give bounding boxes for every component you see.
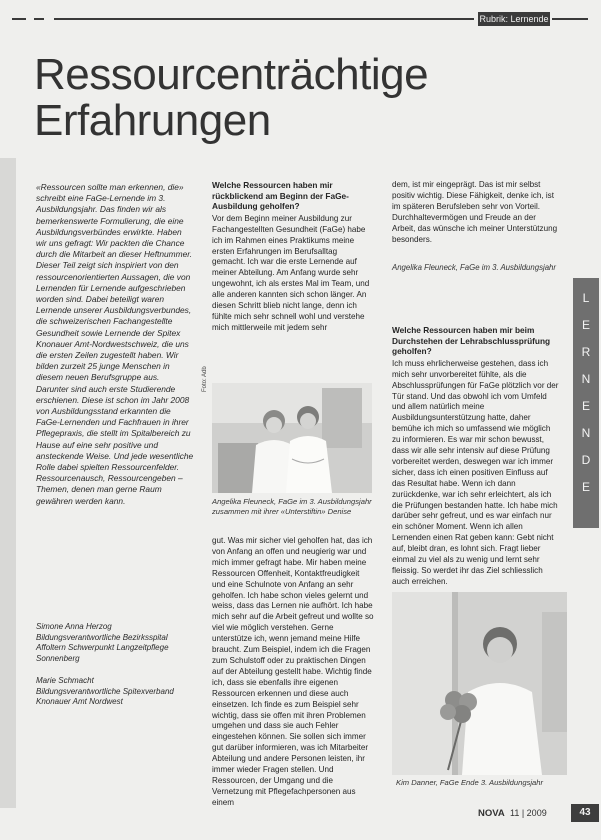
answer-1-part-1: Vor dem Beginn meiner Ausbildung zur Fachangestellten Gesundheit (FaGe) habe ich im Rahmen eines Praktikums meine ersten Erfahrungen im Berufsalltag gemacht. Ich war die erste Lernende auf meiner Abteilung. Am Anfang wurde sehr ungewohnt, ich als erstes Mal im Team, und alle anderen kannten sich schon länger. An diesen Schritt blieb nicht lange, denn ich fühlte mich sehr schnell wohl und verstehe mich mittlerweile mit jedem sehr bbox=[212, 213, 370, 332]
photo-2-caption: Kim Danner, FaGe Ende 3. Ausbildungsjahr bbox=[396, 778, 544, 787]
article-intro: «Ressourcen sollte man erkennen, die» schreibt eine FaGe-Lernende im 3. Ausbildungsjahr. Das finden wir als bemerkenswerte Formulierung, die eine Ausbildungsverbündes erwirkte. Haben wir uns gefragt: Wir packten die Chance durch die Mitarbeit an dieser Heftnummer. Dieser Teil zeigt sich inspiriert von den ressourcenorientierten Aussagen, die von Lernenden für Lernende aufgeschrieben worden sind. Dabei beteiligt waren Lernende unserer Ausbildungsverbundes, die schweizerischen Fachangestellte Gesundheit sowie Lernende der Spitex Knonauer Amt-Nordwestschweiz, die uns die ersten Zeilen zugestellt haben. Wir bilden zurzeit 25 junge Menschen in diesem neuen Berufsgruppe aus. Darunter sind auch erste Studierende erschienen. Diese ist schon im Jahr 2008 von Ausbildungsstand erkannten die FaGe-Lernenden und Fachfrauen in ihrer Pflegepraxis, die stellt im Spitalbereich zu Hause auf eine sehr positive und ansteckende Weise. Und jede wesentliche Rolle dabei spielten Ressourcenfelder. Ressourcenausch, Ressourcengeben – Themen, denen man gerne Raum gewähren werden kann. bbox=[36, 182, 194, 506]
right-column-section-2 bbox=[392, 325, 560, 586]
lernende-vertical-text bbox=[578, 285, 594, 501]
side-letter: N bbox=[581, 426, 591, 440]
photo-nurse-with-flower-image bbox=[392, 592, 567, 775]
right-column bbox=[392, 180, 560, 246]
question-2: Welche Ressourcen haben mir beim Durchstehen der Lehrabschlussprüfung geholfen? bbox=[392, 325, 551, 357]
side-letter: D bbox=[581, 453, 591, 467]
magazine-name: NOVA bbox=[478, 808, 505, 819]
side-letter: R bbox=[581, 345, 591, 359]
signature-1: Angelika Fleuneck, FaGe im 3. Ausbildungsjahr bbox=[392, 263, 556, 272]
side-letter: E bbox=[581, 480, 590, 494]
side-letter: L bbox=[582, 291, 590, 305]
author-1-role: Bildungsverantwortliche Bezirksspital Affoltern Schwerpunkt Langzeitpflege Sonnenberg bbox=[36, 632, 169, 663]
page-number: 43 bbox=[571, 804, 599, 822]
middle-column-top bbox=[212, 180, 372, 380]
photo-credit: Foto: Adb bbox=[202, 366, 208, 392]
photo-two-nurses-image bbox=[212, 383, 372, 493]
article-title bbox=[34, 52, 428, 144]
side-letter: E bbox=[581, 399, 590, 413]
side-letter: N bbox=[581, 372, 591, 386]
author-2 bbox=[36, 676, 196, 708]
photo-1-caption: Angelika Fleuneck, FaGe im 3. Ausbildungsjahr zusammen mit ihrer «Unterstiftin» Denise bbox=[212, 497, 372, 516]
issue-number: 11 | 2009 bbox=[510, 808, 547, 818]
side-letter: E bbox=[581, 318, 590, 332]
question-1: Welche Ressourcen haben mir rückblickend am Beginn der FaGe-Ausbildung geholfen? bbox=[212, 180, 349, 212]
header-rule-segment bbox=[552, 18, 588, 20]
left-margin-band bbox=[0, 158, 16, 808]
author-1 bbox=[36, 622, 196, 664]
answer-1-part-2: gut. Was mir sicher viel geholfen hat, das ich von Anfang an offen und neugierig war und mich immer gefragt habe. Mir haben meine Ressourcen Offenheit, Kontaktfreudigkeit und eine Schulnote von Anfang an sehr geholfen. Ich habe schon vieles gelernt und weiss, dass das Lernen nie aufhört. Ich habe mich sehr auf die Arbeit gefreut und wollte so viel wie möglich verstehen. Gerne unterstütze ich, wenn jemand meine Hilfe braucht. Zum Beispiel, indem ich die Fragen zum Schulstoff oder zu praktischen Dingen auf der Abteilung gestellt habe. Wichtig finde ich, dass sie ebenfalls ihre eigenen Ressourcen erkennen und diese auch einsetzen. Ich finde es zum Beispiel sehr wichtig, dass sie offen mit ihren Problemen umgehen und dass sie auch Fehler eingestehen können. Sie sollen sich immer gut darüber informieren, was ich Mitarbeiter Abteilung und andere Personen leisten, ihr immer wieder Fragen stellen. Und Ressourcen, der Umgang und die Vernetzung mit Pflegefachpersonen aus einem bbox=[212, 536, 374, 807]
title-line-2: Erfahrungen bbox=[34, 96, 271, 145]
header-rule-segment bbox=[12, 18, 26, 20]
header-rule-segment bbox=[34, 18, 44, 20]
header-rule-segment bbox=[54, 18, 474, 20]
answer-1-part-3: dem, ist mir eingeprägt. Das ist mir selbst positiv wichtig. Diese Fähigkeit, denke ich, ist im späteren Berufsleben sehr von Vorteil. Durchhaltevermögen und Freude an der Arbeit, das wünsche ich meiner Unterstützung besonders. bbox=[392, 180, 558, 244]
author-1-name: Simone Anna Herzog bbox=[36, 622, 112, 631]
title-line-1: Ressourcenträchtige bbox=[34, 50, 429, 99]
author-2-role: Bildungsverantwortliche Spitexverband Knonauer Amt Nordwest bbox=[36, 686, 174, 707]
photo-nurse-with-flower bbox=[392, 592, 567, 775]
photo-two-nurses bbox=[212, 383, 372, 493]
answer-2: Ich muss ehrlicherweise gestehen, dass ich mich sehr unvorbereitet fühlte, als die Abschlussprüfungen für FaGe plötzlich vor der Tür stand. Und das obwohl ich vom Umfeld und allem natürlich meine Ausbildungsunterstützung hatte, daher bemühe ich mich so umfassend wie möglich zu informieren. Es war mir schon bewusst, dass wir alle sehr intensiv auf diese Prüfung vorbereitet werden, deswegen war ich immer sicher, dass ich einen positiven Einfluss auf das Resultat habe. Wenn ich dann zurückdenke, war ich sehr erleichtert, als ich die Prüfungen bestanden hatte. Ich habe mich darüber sehr gefreut, und es war einfach nur ein schöner Moment. Wenn ich allen Lernenden einen Rat geben kann: Gebt nicht auf, bleibt dran, es lohnt sich. Fragt lieber einmal zu viel als zu wenig und lernt sehr fleissig. So werdet ihr das Ziel schliesslich auch erreichen. bbox=[392, 358, 559, 586]
section-rubric: Rubrik: Lernende bbox=[479, 14, 549, 24]
author-2-name: Marie Schmacht bbox=[36, 676, 94, 685]
